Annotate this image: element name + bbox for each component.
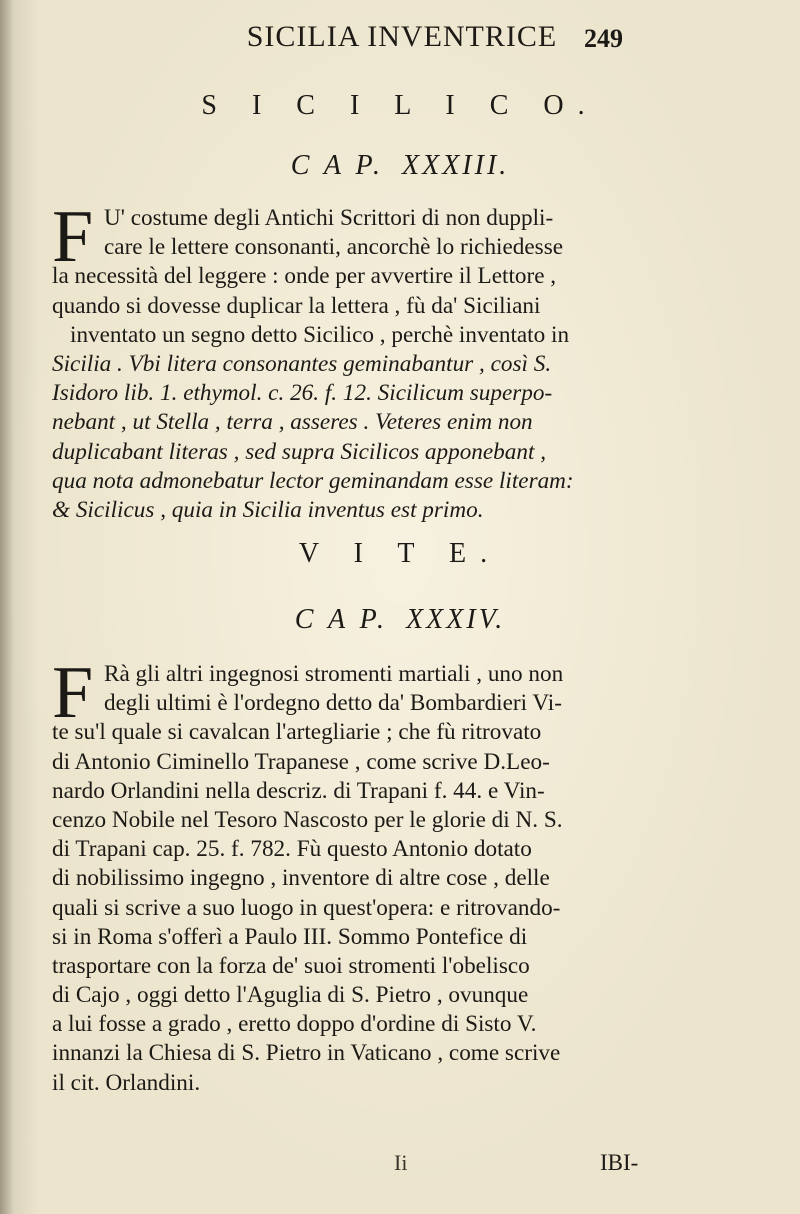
chapter-number: XXXIII. <box>401 150 510 181</box>
text-line: Sicilia . Vbi litera consonantes geminabantur , così S. <box>52 350 552 377</box>
text-line: inventato un segno detto Sicilico , perchè inventato in <box>70 321 570 348</box>
text-line: nebant , ut Stella , terra , asseres . Veteres enim non <box>52 409 533 436</box>
text-line: di Cajo , oggi detto l'Aguglia di S. Pietro , ovunque <box>52 982 529 1009</box>
chapter-heading-33 <box>0 150 800 182</box>
text-line: cenzo Nobile nel Tesoro Nascosto per le glorie di N. S. <box>52 806 563 833</box>
text-line: a lui fosse a grado , eretto doppo d'ordine di Sisto V. <box>52 1011 537 1038</box>
text-line: degli ultimi è l'ordegno detto da' Bombardieri Vi- <box>104 690 562 717</box>
text-line: si in Roma s'offerì a Paulo III. Sommo Pontefice di <box>52 923 528 950</box>
text-line <box>52 233 752 262</box>
section-title-sicilico: S I C I L I C O. <box>201 90 599 121</box>
text-line: quando si dovesse duplicar la lettera , fù da' Siciliani <box>52 292 541 319</box>
line-text: U' costume degli Antichi Scrittori di non duppli- <box>104 205 554 231</box>
catchword: IBI- <box>600 1150 639 1175</box>
text-line: il cit. Orlandini. <box>52 1069 201 1096</box>
text-line: quali si scrive a suo luogo in quest'opera: e ritrovando- <box>52 894 561 921</box>
text-line: & Sicilicus , quia in Sicilia inventus est primo. <box>52 496 484 523</box>
running-head-title: SICILIA INVENTRICE <box>246 20 558 53</box>
text-line: innanzi la Chiesa di S. Pietro in Vaticano , come scrive <box>52 1040 561 1067</box>
page-number: 249 <box>584 24 623 53</box>
text-line: nardo Orlandini nella descriz. di Trapani f. 44. e Vin- <box>52 777 545 804</box>
drop-cap: F <box>52 196 94 278</box>
chapter-label: C A P. <box>294 604 389 635</box>
text-line: la necessità del leggere : onde per avvertire il Lettore , <box>52 263 557 290</box>
text-line: di Antonio Ciminello Trapanese , come scrive D.Leo- <box>52 748 550 775</box>
text-line: Rà gli altri ingegnosi stromenti martiali , uno non <box>104 661 564 687</box>
text-line: Isidoro lib. 1. ethymol. c. 26. f. 12. Sicilicum superpo- <box>52 380 553 407</box>
chapter-heading-34 <box>0 604 800 636</box>
drop-cap: F <box>52 652 94 734</box>
text-line: trasportare con la forza de' suoi stromenti l'obelisco <box>52 952 530 979</box>
text-line: di nobilissimo ingegno , inventore di altre cose , delle <box>52 865 550 892</box>
paragraph-sicilico <box>52 196 752 525</box>
paragraph-vite <box>52 652 752 1098</box>
text-line: qua nota admonebatur lector geminandam esse literam: <box>52 467 574 494</box>
chapter-label: C A P. <box>290 150 384 181</box>
text-line <box>52 204 752 233</box>
chapter-number: XXXIV. <box>406 604 506 635</box>
line-text: care le lettere consonanti, ancorchè lo richiedesse <box>104 234 564 261</box>
section-title-vite: V I T E. <box>298 538 502 569</box>
text-line: te su'l quale si cavalcan l'artegliarie ; che fù ritrovato <box>52 719 542 746</box>
text-line: di Trapani cap. 25. f. 782. Fù questo Antonio dotato <box>52 836 532 863</box>
text-line: duplicabant literas , sed supra Sicilicos apponebant , <box>52 438 546 465</box>
signature-mark: Ii <box>394 1150 408 1175</box>
